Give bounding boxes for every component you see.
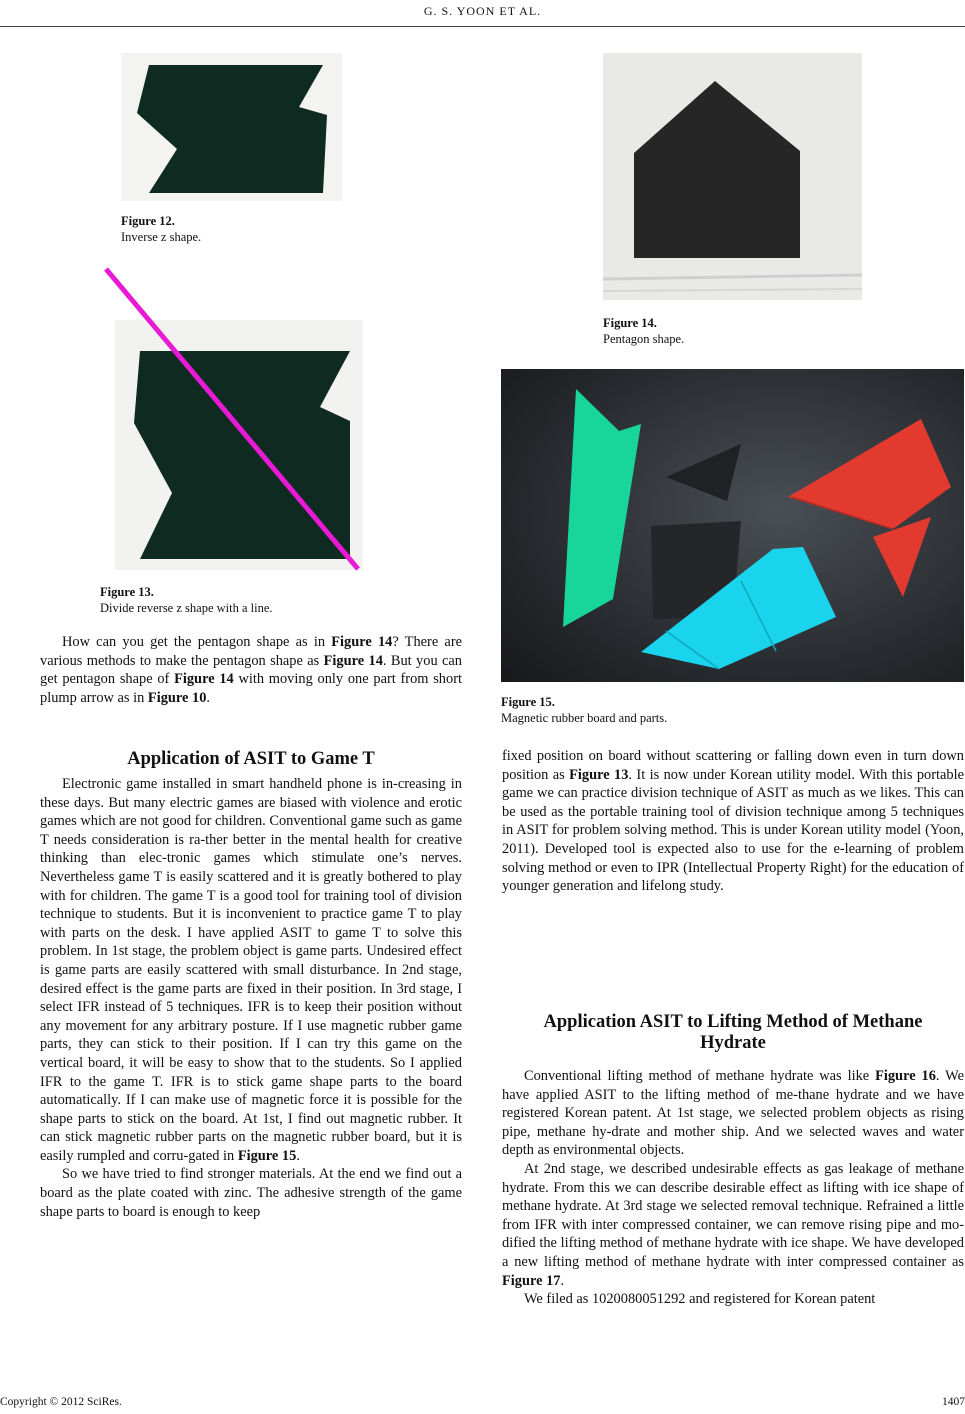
figure-13-image (100, 263, 365, 573)
figure-14-ref[interactable]: Figure 14 (323, 652, 383, 669)
figure-14-caption: Pentagon shape. (603, 332, 685, 346)
right-column-text-body (502, 1067, 964, 1309)
paragraph-fixed-position: fixed position on board without scattering or falling down even in turn down position as Figure 13. It is now under Korean utility model. With this portable game we can practice division technique of ASIT as much as we likes. This can be used as the portable training tool of division technique among 5 techniques in ASIT for problem solving method. This is under Korean utility model (Yoon, 2011). Developed tool is expected also to use for the e-learning of problem solving method or even to IPR (Intellectual Property Right) for the education of younger generation and lifelong study. (502, 748, 964, 895)
figure-14-ref[interactable]: Figure 14 (174, 671, 234, 688)
figure-15-label: Figure 15. (501, 695, 555, 709)
left-column-text-body (40, 775, 462, 1221)
figure-17-ref[interactable]: Figure 17 (502, 1272, 561, 1289)
left-column-text-top (40, 633, 462, 707)
figure-12-label: Figure 12. (121, 214, 175, 228)
figure-15-ref[interactable]: Figure 15 (237, 1147, 297, 1164)
figure-10-ref[interactable]: Figure 10 (147, 689, 207, 706)
figure-15-caption: Magnetic rubber board and parts. (501, 711, 668, 725)
paragraph-game-t: Electronic game installed in smart handheld phone is in-creasing in these days. But many electric games are biased with violence and erotic games which are not good for children. Conventional game such as game T needs consideration is ra-ther better in the mental health for creative thinking than elec-tronic games which stimulate one’s nerves. Nevertheless game T is easily scattered and it is greatly bothered to play with for children. The game T is a good tool for training tool of division technique to students. But it is inconvenient to practice game T to play with parts on the desk. I have applied ASIT to game T to solve this problem. In 1st stage, the problem object is game parts. Undesired effect is game parts are easily scattered with small disturbance. In 2nd stage, desired effect is the game parts are fixed in their position. In 3rd stage, I select IFR instead of 5 techniques. IFR is to keep their position without any movement for any arbitrary posture. If I use magnetic rubber game parts, they can stick to their position. If I can try this game on the vertical board, it will be easy to show that to the students. So I applied IFR to the game T. IFR is to stick game shape parts to the board automatically. If I can make use of magnetic force it is possible for the shape parts to stick on the board. At 1st, I find out magnetic rubber. It can stick magnetic rubber parts on the magnetic rubber board, but it is easily rumpled and corru-gated in Figure 15. (40, 776, 463, 1164)
right-column-text-top (502, 747, 964, 896)
running-head: G. S. YOON ET AL. (423, 4, 542, 18)
paragraph-conventional-lifting: Conventional lifting method of methane hydrate was like Figure 16. We have applied ASIT to the lifting method of me-thane hydrate and we have registered Korean patent. At 1st stage, we selected problem objects as rising pipe, methane hy-drate and mother ship. And we selected waves and water depth as environmental objects. (502, 1068, 964, 1159)
figure-15-image (501, 369, 964, 682)
paragraph-figure-14-intro: How can you get the pentagon shape as in Figure 14? There are various methods to make the pentagon shape as Figure 14. But you can get pentagon shape of Figure 14 with moving only one part from short plump arrow as in Figure 10. (40, 634, 462, 706)
figure-13-label: Figure 13. (100, 585, 154, 599)
footer-copyright: Copyright © 2012 SciRes. (0, 1396, 122, 1408)
heading-line-2: Hydrate (700, 1033, 766, 1053)
page-number: 1407 (942, 1396, 965, 1408)
section-heading-methane-hydrate (502, 1012, 964, 1054)
figure-12-image (121, 53, 342, 201)
figure-14-image (603, 53, 862, 300)
paragraph-second-stage: At 2nd stage, we described undesirable effects as gas leakage of methane hydrate. From this we can describe desirable effect as lifting with ice shape of methane hydrate. At 3rd stage we selected removal technique. Refrained a little from IFR with inter compressed container, we can remove rising pipe and mo-dified the lifting method of methane hydrate with ice shape. We have developed a new lifting method of methane hydrate with inter compressed container as Figure 17. (502, 1160, 964, 1289)
paragraph-stronger-materials: So we have tried to find stronger materials. At the end we find out a board as the plate coated with zinc. The adhesive strength of the game shape parts to board is enough to keep (40, 1166, 462, 1220)
header-rule (0, 26, 965, 27)
heading-line-1: Application ASIT to Lifting Method of Methane (543, 1012, 923, 1032)
figure-13-caption: Divide reverse z shape with a line. (100, 601, 273, 615)
figure-14-ref[interactable]: Figure 14 (331, 634, 393, 650)
figure-12-caption: Inverse z shape. (121, 230, 202, 244)
figure-13-ref[interactable]: Figure 13 (569, 766, 629, 783)
figure-16-ref[interactable]: Figure 16 (875, 1068, 936, 1084)
figure-14-label: Figure 14. (603, 316, 657, 330)
section-heading-game-t: Application of ASIT to Game T (127, 749, 375, 769)
paragraph-patent: We filed as 1020080051292 and registered for Korean patent (524, 1291, 876, 1308)
